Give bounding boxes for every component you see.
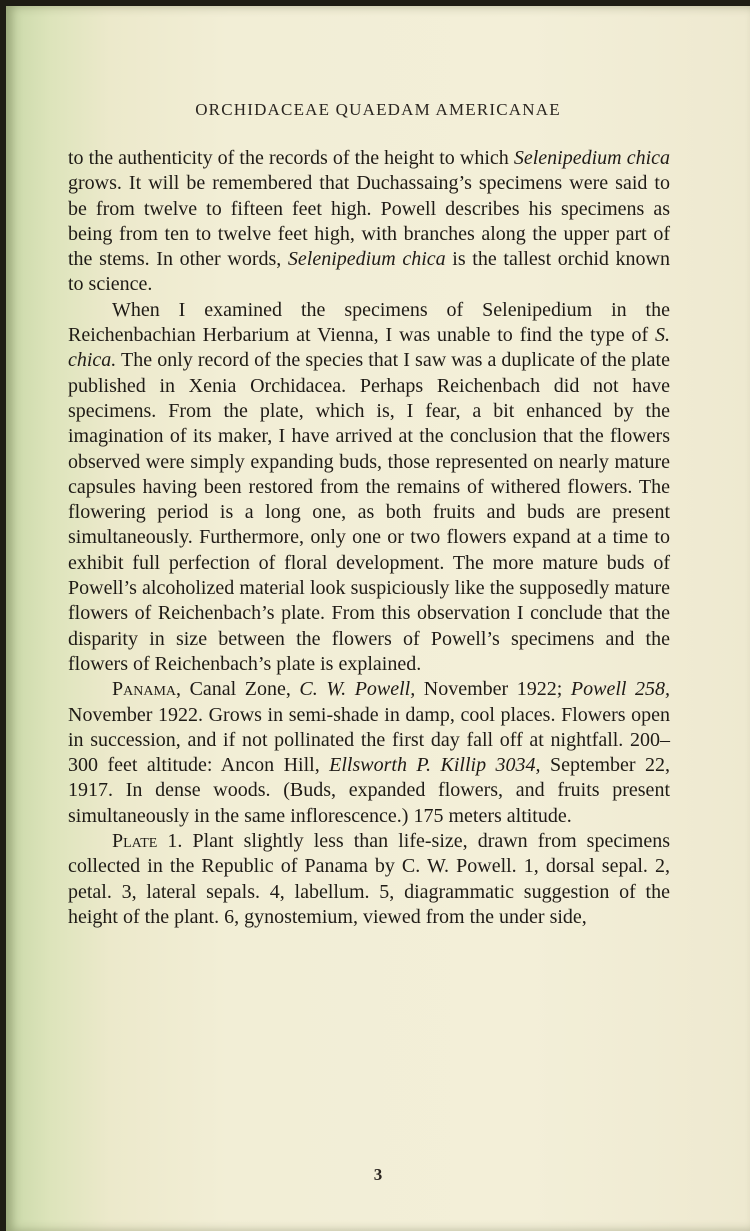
paragraph bbox=[68, 677, 670, 829]
text-run: November 1922. Grows in semi-shade in damp, cool places. Flowers open in succession, and if not pollinated the first day fall off at nightfall. 200–300 feet altitude: Ancon Hill, bbox=[68, 703, 670, 777]
text-run: is the tallest orchid known to science. bbox=[68, 248, 670, 296]
text-run: November 1922; bbox=[415, 678, 571, 701]
text-run: Canal Zone, bbox=[181, 678, 300, 701]
paragraph bbox=[68, 146, 670, 298]
italic-text: C. W. Powell, bbox=[299, 678, 416, 701]
italic-text: Ellsworth P. Killip 3034, bbox=[329, 754, 541, 777]
italic-text: S. chica. bbox=[68, 324, 670, 372]
running-head: ORCHIDACEAE QUAEDAM AMERICANAE bbox=[195, 100, 561, 119]
text-run: 1. Plant slightly less than life-size, drawn from specimens collected in the Republic of Panama by C. W. Powell. 1, dorsal sepal. 2, petal. 3, lateral sepals. 4, labellum. 5, diagrammatic suggestion of the height of the plant. 6, gynostemium, viewed from the under side, bbox=[68, 830, 670, 928]
page-number: 3 bbox=[373, 1165, 383, 1184]
book-page bbox=[6, 6, 750, 1231]
italic-text: Selenipedium chica bbox=[513, 147, 671, 169]
text-run: When I examined the specimens of Selenipedium in the Reichenbachian Herbarium at Vienna, I was unable to find the type of bbox=[68, 298, 670, 347]
body-text bbox=[68, 146, 670, 930]
paragraph bbox=[68, 298, 670, 677]
small-caps-text: Plate bbox=[112, 830, 158, 853]
text-run: grows. It will be remembered that Duchassaing’s specimens were said to be from twelve to fifteen feet high. Powell describes his specimens as being from ten to twelve feet high, with branches along the upper part of the stems. In other words, bbox=[68, 172, 670, 271]
small-caps-text: Panama, bbox=[112, 678, 182, 701]
text-run: The only record of the species that I saw was a duplicate of the plate published in Xenia Orchidacea. Perhaps Reichenbach did not have specimens. From the plate, which is, I fear, a bit enhanced by the imagination of its maker, I have arrived at the conclusion that the flowers observed were simply expanding buds, those represented on nearly mature capsules having been restored from the remains of withered flowers. The flowering period is a long one, as both fruits and buds are present simultaneously. Furthermore, only one or two flowers expand at a time to exhibit full perfection of floral development. The more mature buds of Powell’s alcoholized material look suspiciously like the supposedly mature flowers of Reichenbach’s plate. From this observation I conclude that the disparity in size between the flowers of Powell’s specimens and the flowers of Reichenbach’s plate is explained. bbox=[68, 349, 670, 675]
italic-text: Powell 258, bbox=[570, 678, 670, 701]
italic-text: Selenipedium chica bbox=[287, 248, 446, 271]
paragraph bbox=[68, 829, 670, 930]
text-run: September 22, 1917. In dense woods. (Buds, expanded flowers, and fruits present simultaneously in the same inflorescence.) 175 meters altitude. bbox=[68, 754, 670, 827]
text-run: to the authenticity of the records of the height to which bbox=[68, 147, 514, 169]
